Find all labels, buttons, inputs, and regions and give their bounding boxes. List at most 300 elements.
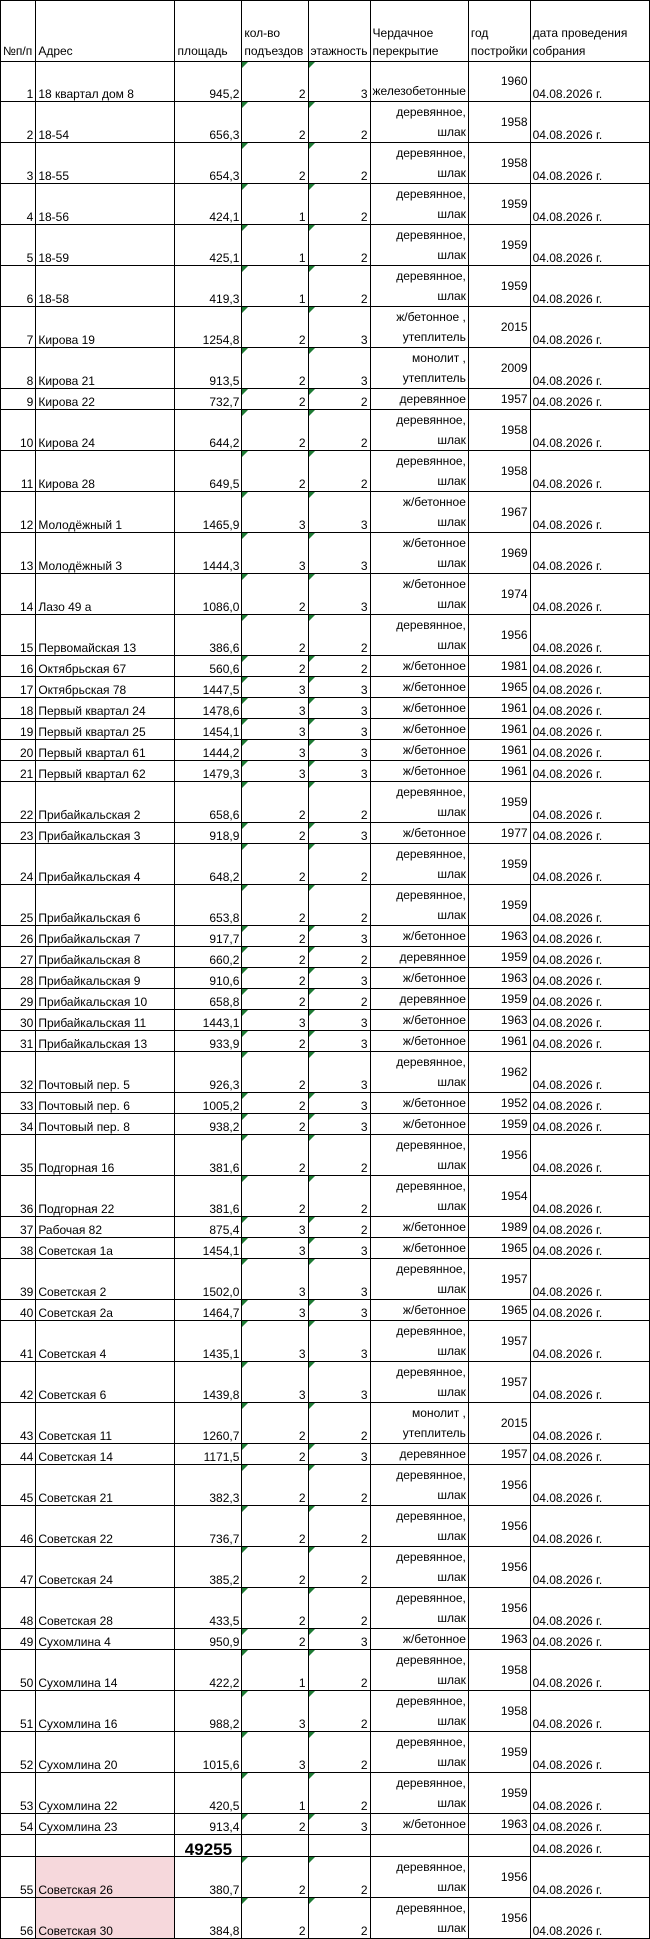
cell-date[interactable]: 04.08.2026 г.	[530, 1547, 649, 1588]
cell-entrances[interactable]	[242, 1217, 308, 1238]
cell-num[interactable]: 4	[1, 184, 36, 225]
cell-empty[interactable]	[370, 1835, 468, 1857]
cell-entrances[interactable]	[242, 615, 308, 656]
cell-date[interactable]: 04.08.2026 г.	[530, 307, 649, 348]
cell-address[interactable]: Первый квартал 61	[36, 740, 175, 761]
cell-area[interactable]: 1015,6	[175, 1732, 242, 1773]
cell-attic[interactable]: ж/бетонное , утеплитель	[370, 307, 468, 348]
cell-attic[interactable]: деревянное, шлак	[370, 1588, 468, 1629]
cell-floors[interactable]	[308, 1052, 370, 1093]
cell-entrances[interactable]	[242, 1300, 308, 1321]
cell-entrances[interactable]	[242, 184, 308, 225]
total-date[interactable]: 04.08.2026 г.	[530, 1835, 649, 1857]
cell-attic[interactable]: ж/бетонное	[370, 656, 468, 677]
cell-year[interactable]: 1958	[468, 102, 530, 143]
cell-date[interactable]: 04.08.2026 г.	[530, 656, 649, 677]
cell-num[interactable]: 29	[1, 989, 36, 1010]
cell-date[interactable]: 04.08.2026 г.	[530, 615, 649, 656]
cell-entrances[interactable]	[242, 1898, 308, 1939]
cell-entrances[interactable]	[242, 1052, 308, 1093]
cell-floors[interactable]	[308, 307, 370, 348]
cell-num[interactable]: 21	[1, 761, 36, 782]
cell-address[interactable]: Почтовый пер. 5	[36, 1052, 175, 1093]
cell-floors[interactable]	[308, 656, 370, 677]
cell-year[interactable]: 1989	[468, 1217, 530, 1238]
cell-address[interactable]: Советская 22	[36, 1506, 175, 1547]
cell-area[interactable]: 933,9	[175, 1031, 242, 1052]
cell-floors[interactable]	[308, 947, 370, 968]
cell-area[interactable]: 1454,1	[175, 719, 242, 740]
cell-entrances[interactable]	[242, 989, 308, 1010]
cell-area[interactable]: 433,5	[175, 1588, 242, 1629]
cell-address[interactable]: Октябрьская 67	[36, 656, 175, 677]
cell-address[interactable]: Сухомлина 20	[36, 1732, 175, 1773]
cell-floors[interactable]	[308, 989, 370, 1010]
cell-floors[interactable]	[308, 348, 370, 389]
cell-address[interactable]: Почтовый пер. 8	[36, 1114, 175, 1135]
cell-address[interactable]: Советская 14	[36, 1444, 175, 1465]
cell-address[interactable]: Молодёжный 3	[36, 533, 175, 574]
cell-area[interactable]: 1479,3	[175, 761, 242, 782]
cell-num[interactable]: 48	[1, 1588, 36, 1629]
cell-date[interactable]: 04.08.2026 г.	[530, 677, 649, 698]
cell-date[interactable]: 04.08.2026 г.	[530, 1176, 649, 1217]
cell-attic[interactable]: деревянное, шлак	[370, 885, 468, 926]
cell-date[interactable]: 04.08.2026 г.	[530, 1629, 649, 1650]
cell-area[interactable]: 658,8	[175, 989, 242, 1010]
cell-year[interactable]: 1965	[468, 677, 530, 698]
cell-area[interactable]: 644,2	[175, 410, 242, 451]
cell-year[interactable]: 1961	[468, 698, 530, 719]
cell-date[interactable]: 04.08.2026 г.	[530, 844, 649, 885]
cell-entrances[interactable]	[242, 1135, 308, 1176]
cell-address[interactable]: 18-54	[36, 102, 175, 143]
cell-year[interactable]: 1954	[468, 1176, 530, 1217]
cell-area[interactable]: 381,6	[175, 1135, 242, 1176]
cell-num[interactable]: 37	[1, 1217, 36, 1238]
cell-year[interactable]: 1974	[468, 574, 530, 615]
cell-num[interactable]: 30	[1, 1010, 36, 1031]
cell-area[interactable]: 653,8	[175, 885, 242, 926]
cell-address[interactable]: Советская 26	[36, 1857, 175, 1898]
cell-num[interactable]: 25	[1, 885, 36, 926]
cell-year[interactable]: 1967	[468, 492, 530, 533]
cell-address[interactable]: Советская 30	[36, 1898, 175, 1939]
cell-floors[interactable]	[308, 1547, 370, 1588]
cell-attic[interactable]: ж/бетонное	[370, 1217, 468, 1238]
cell-date[interactable]: 04.08.2026 г.	[530, 225, 649, 266]
cell-entrances[interactable]	[242, 1010, 308, 1031]
cell-attic[interactable]: ж/бетонное шлак	[370, 574, 468, 615]
cell-date[interactable]: 04.08.2026 г.	[530, 1403, 649, 1444]
cell-floors[interactable]	[308, 719, 370, 740]
cell-floors[interactable]	[308, 1010, 370, 1031]
cell-attic[interactable]: деревянное, шлак	[370, 1547, 468, 1588]
cell-date[interactable]: 04.08.2026 г.	[530, 102, 649, 143]
cell-area[interactable]: 1447,5	[175, 677, 242, 698]
cell-date[interactable]: 04.08.2026 г.	[530, 451, 649, 492]
cell-floors[interactable]	[308, 1135, 370, 1176]
cell-attic[interactable]: ж/бетонное	[370, 823, 468, 844]
cell-empty[interactable]	[242, 1835, 308, 1857]
cell-date[interactable]: 04.08.2026 г.	[530, 1362, 649, 1403]
cell-year[interactable]: 1981	[468, 656, 530, 677]
cell-address[interactable]: Советская 4	[36, 1321, 175, 1362]
cell-area[interactable]: 1502,0	[175, 1259, 242, 1300]
cell-floors[interactable]	[308, 1031, 370, 1052]
cell-num[interactable]: 17	[1, 677, 36, 698]
cell-address[interactable]: Прибайкальская 10	[36, 989, 175, 1010]
cell-attic[interactable]: ж/бетонное шлак	[370, 492, 468, 533]
cell-year[interactable]: 1961	[468, 740, 530, 761]
cell-area[interactable]: 419,3	[175, 266, 242, 307]
cell-address[interactable]: Подгорная 22	[36, 1176, 175, 1217]
cell-attic[interactable]: деревянное, шлак	[370, 451, 468, 492]
cell-num[interactable]: 50	[1, 1650, 36, 1691]
cell-year[interactable]: 1956	[468, 1588, 530, 1629]
cell-year[interactable]: 1959	[468, 225, 530, 266]
cell-year[interactable]: 1961	[468, 761, 530, 782]
cell-area[interactable]: 1444,2	[175, 740, 242, 761]
cell-area[interactable]: 1254,8	[175, 307, 242, 348]
cell-floors[interactable]	[308, 844, 370, 885]
cell-address[interactable]: Советская 6	[36, 1362, 175, 1403]
cell-date[interactable]: 04.08.2026 г.	[530, 1691, 649, 1732]
cell-entrances[interactable]	[242, 1403, 308, 1444]
cell-attic[interactable]: ж/бетонное	[370, 1814, 468, 1835]
cell-date[interactable]: 04.08.2026 г.	[530, 719, 649, 740]
cell-attic[interactable]: железобетонные	[370, 62, 468, 102]
cell-attic[interactable]: ж/бетонное	[370, 1114, 468, 1135]
cell-num[interactable]: 51	[1, 1691, 36, 1732]
cell-area[interactable]: 656,3	[175, 102, 242, 143]
cell-year[interactable]: 1956	[468, 1857, 530, 1898]
cell-floors[interactable]	[308, 782, 370, 823]
cell-area[interactable]: 875,4	[175, 1217, 242, 1238]
cell-date[interactable]: 04.08.2026 г.	[530, 1588, 649, 1629]
cell-num[interactable]: 9	[1, 389, 36, 410]
cell-floors[interactable]	[308, 266, 370, 307]
cell-date[interactable]: 04.08.2026 г.	[530, 348, 649, 389]
cell-area[interactable]: 560,6	[175, 656, 242, 677]
cell-attic[interactable]: деревянное	[370, 947, 468, 968]
cell-floors[interactable]	[308, 740, 370, 761]
cell-entrances[interactable]	[242, 1238, 308, 1259]
cell-attic[interactable]: деревянное, шлак	[370, 1773, 468, 1814]
cell-entrances[interactable]	[242, 143, 308, 184]
cell-year[interactable]: 1963	[468, 926, 530, 947]
cell-year[interactable]: 1959	[468, 947, 530, 968]
cell-area[interactable]: 382,3	[175, 1465, 242, 1506]
cell-num[interactable]: 6	[1, 266, 36, 307]
cell-entrances[interactable]	[242, 307, 308, 348]
cell-num[interactable]: 27	[1, 947, 36, 968]
cell-area[interactable]: 926,3	[175, 1052, 242, 1093]
cell-year[interactable]: 1959	[468, 266, 530, 307]
cell-date[interactable]: 04.08.2026 г.	[530, 410, 649, 451]
cell-date[interactable]: 04.08.2026 г.	[530, 492, 649, 533]
header-address[interactable]: Адрес	[36, 1, 175, 62]
cell-entrances[interactable]	[242, 1732, 308, 1773]
cell-area[interactable]: 381,6	[175, 1176, 242, 1217]
cell-attic[interactable]: деревянное, шлак	[370, 410, 468, 451]
cell-address[interactable]: Сухомлина 16	[36, 1691, 175, 1732]
header-floors[interactable]: этажность	[308, 1, 370, 62]
cell-floors[interactable]	[308, 1691, 370, 1732]
cell-area[interactable]: 384,8	[175, 1898, 242, 1939]
header-area[interactable]: площадь	[175, 1, 242, 62]
cell-num[interactable]: 22	[1, 782, 36, 823]
cell-entrances[interactable]	[242, 1465, 308, 1506]
cell-year[interactable]: 1958	[468, 143, 530, 184]
cell-area[interactable]: 918,9	[175, 823, 242, 844]
cell-date[interactable]: 04.08.2026 г.	[530, 1650, 649, 1691]
cell-date[interactable]: 04.08.2026 г.	[530, 1444, 649, 1465]
cell-attic[interactable]: деревянное, шлак	[370, 266, 468, 307]
cell-attic[interactable]: деревянное, шлак	[370, 1898, 468, 1939]
cell-address[interactable]: Прибайкальская 7	[36, 926, 175, 947]
cell-year[interactable]: 1956	[468, 615, 530, 656]
cell-attic[interactable]: деревянное, шлак	[370, 1857, 468, 1898]
cell-area[interactable]: 913,4	[175, 1814, 242, 1835]
cell-floors[interactable]	[308, 451, 370, 492]
cell-area[interactable]: 1464,7	[175, 1300, 242, 1321]
cell-address[interactable]: Прибайкальская 6	[36, 885, 175, 926]
cell-address[interactable]: Советская 1а	[36, 1238, 175, 1259]
cell-year[interactable]: 1961	[468, 719, 530, 740]
cell-date[interactable]: 04.08.2026 г.	[530, 1506, 649, 1547]
cell-area[interactable]: 1465,9	[175, 492, 242, 533]
cell-date[interactable]: 04.08.2026 г.	[530, 947, 649, 968]
cell-year[interactable]: 1963	[468, 1629, 530, 1650]
cell-date[interactable]: 04.08.2026 г.	[530, 1114, 649, 1135]
cell-date[interactable]: 04.08.2026 г.	[530, 1052, 649, 1093]
cell-year[interactable]: 1958	[468, 451, 530, 492]
cell-entrances[interactable]	[242, 740, 308, 761]
cell-floors[interactable]	[308, 389, 370, 410]
cell-address[interactable]: Кирова 19	[36, 307, 175, 348]
cell-address[interactable]: Советская 2а	[36, 1300, 175, 1321]
cell-num[interactable]: 43	[1, 1403, 36, 1444]
cell-area[interactable]: 648,2	[175, 844, 242, 885]
cell-address[interactable]: 18 квартал дом 8	[36, 62, 175, 102]
cell-area[interactable]: 422,2	[175, 1650, 242, 1691]
cell-address[interactable]: Советская 28	[36, 1588, 175, 1629]
cell-year[interactable]: 2009	[468, 348, 530, 389]
cell-entrances[interactable]	[242, 823, 308, 844]
cell-attic[interactable]: деревянное, шлак	[370, 1362, 468, 1403]
cell-address[interactable]: Прибайкальская 13	[36, 1031, 175, 1052]
cell-date[interactable]: 04.08.2026 г.	[530, 1898, 649, 1939]
cell-floors[interactable]	[308, 102, 370, 143]
cell-area[interactable]: 910,6	[175, 968, 242, 989]
cell-empty[interactable]	[308, 1835, 370, 1857]
cell-year[interactable]: 1956	[468, 1506, 530, 1547]
cell-num[interactable]: 40	[1, 1300, 36, 1321]
cell-year[interactable]: 1952	[468, 1093, 530, 1114]
cell-date[interactable]: 04.08.2026 г.	[530, 143, 649, 184]
cell-empty[interactable]	[1, 1835, 36, 1857]
cell-attic[interactable]: деревянное, шлак	[370, 615, 468, 656]
cell-date[interactable]: 04.08.2026 г.	[530, 533, 649, 574]
cell-entrances[interactable]	[242, 1444, 308, 1465]
cell-address[interactable]: Первый квартал 25	[36, 719, 175, 740]
cell-attic[interactable]: ж/бетонное	[370, 698, 468, 719]
cell-entrances[interactable]	[242, 1259, 308, 1300]
cell-area[interactable]: 1005,2	[175, 1093, 242, 1114]
cell-floors[interactable]	[308, 1321, 370, 1362]
cell-num[interactable]: 7	[1, 307, 36, 348]
cell-num[interactable]: 20	[1, 740, 36, 761]
cell-year[interactable]: 1958	[468, 410, 530, 451]
cell-floors[interactable]	[308, 885, 370, 926]
cell-date[interactable]: 04.08.2026 г.	[530, 1857, 649, 1898]
header-date[interactable]: дата проведения собрания	[530, 1, 649, 62]
cell-num[interactable]: 53	[1, 1773, 36, 1814]
cell-entrances[interactable]	[242, 1650, 308, 1691]
cell-num[interactable]: 39	[1, 1259, 36, 1300]
cell-attic[interactable]: деревянное, шлак	[370, 1052, 468, 1093]
cell-num[interactable]: 18	[1, 698, 36, 719]
cell-area[interactable]: 945,2	[175, 62, 242, 102]
cell-attic[interactable]: деревянное, шлак	[370, 782, 468, 823]
cell-year[interactable]: 1959	[468, 1732, 530, 1773]
cell-area[interactable]: 385,2	[175, 1547, 242, 1588]
cell-entrances[interactable]	[242, 225, 308, 266]
cell-num[interactable]: 42	[1, 1362, 36, 1403]
cell-date[interactable]: 04.08.2026 г.	[530, 574, 649, 615]
cell-date[interactable]: 04.08.2026 г.	[530, 1732, 649, 1773]
cell-num[interactable]: 31	[1, 1031, 36, 1052]
cell-year[interactable]: 1957	[468, 1444, 530, 1465]
cell-attic[interactable]: деревянное	[370, 389, 468, 410]
cell-area[interactable]: 913,5	[175, 348, 242, 389]
cell-num[interactable]: 14	[1, 574, 36, 615]
cell-attic[interactable]: деревянное, шлак	[370, 143, 468, 184]
cell-entrances[interactable]	[242, 677, 308, 698]
cell-area[interactable]: 386,6	[175, 615, 242, 656]
cell-empty[interactable]	[468, 1835, 530, 1857]
cell-area[interactable]: 732,7	[175, 389, 242, 410]
cell-floors[interactable]	[308, 823, 370, 844]
cell-entrances[interactable]	[242, 926, 308, 947]
cell-floors[interactable]	[308, 1362, 370, 1403]
cell-entrances[interactable]	[242, 102, 308, 143]
cell-address[interactable]: Прибайкальская 8	[36, 947, 175, 968]
cell-num[interactable]: 38	[1, 1238, 36, 1259]
cell-date[interactable]: 04.08.2026 г.	[530, 62, 649, 102]
cell-num[interactable]: 5	[1, 225, 36, 266]
cell-year[interactable]: 1956	[468, 1547, 530, 1588]
header-year[interactable]: год постройки	[468, 1, 530, 62]
cell-floors[interactable]	[308, 1773, 370, 1814]
cell-floors[interactable]	[308, 1465, 370, 1506]
cell-num[interactable]: 35	[1, 1135, 36, 1176]
cell-attic[interactable]: деревянное, шлак	[370, 1650, 468, 1691]
cell-date[interactable]: 04.08.2026 г.	[530, 1238, 649, 1259]
cell-entrances[interactable]	[242, 1773, 308, 1814]
cell-attic[interactable]: деревянное	[370, 989, 468, 1010]
cell-attic[interactable]: деревянное, шлак	[370, 184, 468, 225]
cell-num[interactable]: 44	[1, 1444, 36, 1465]
cell-entrances[interactable]	[242, 492, 308, 533]
cell-year[interactable]: 1959	[468, 1114, 530, 1135]
cell-attic[interactable]: ж/бетонное	[370, 968, 468, 989]
cell-address[interactable]: Первомайская 13	[36, 615, 175, 656]
cell-floors[interactable]	[308, 1588, 370, 1629]
cell-attic[interactable]: ж/бетонное	[370, 1031, 468, 1052]
cell-address[interactable]: Советская 24	[36, 1547, 175, 1588]
cell-entrances[interactable]	[242, 719, 308, 740]
cell-year[interactable]: 1969	[468, 533, 530, 574]
cell-year[interactable]: 1965	[468, 1238, 530, 1259]
cell-area[interactable]: 1171,5	[175, 1444, 242, 1465]
cell-num[interactable]: 16	[1, 656, 36, 677]
cell-area[interactable]: 424,1	[175, 184, 242, 225]
cell-floors[interactable]	[308, 574, 370, 615]
cell-entrances[interactable]	[242, 410, 308, 451]
cell-floors[interactable]	[308, 926, 370, 947]
cell-floors[interactable]	[308, 677, 370, 698]
cell-date[interactable]: 04.08.2026 г.	[530, 1217, 649, 1238]
cell-address[interactable]: 18-59	[36, 225, 175, 266]
cell-area[interactable]: 950,9	[175, 1629, 242, 1650]
cell-entrances[interactable]	[242, 1031, 308, 1052]
cell-floors[interactable]	[308, 1650, 370, 1691]
cell-year[interactable]: 1958	[468, 1650, 530, 1691]
cell-address[interactable]: Сухомлина 23	[36, 1814, 175, 1835]
cell-entrances[interactable]	[242, 62, 308, 102]
cell-area[interactable]: 988,2	[175, 1691, 242, 1732]
cell-entrances[interactable]	[242, 266, 308, 307]
cell-area[interactable]: 917,7	[175, 926, 242, 947]
cell-entrances[interactable]	[242, 1588, 308, 1629]
cell-floors[interactable]	[308, 1444, 370, 1465]
cell-floors[interactable]	[308, 615, 370, 656]
cell-attic[interactable]: деревянное, шлак	[370, 1135, 468, 1176]
cell-address[interactable]: Кирова 22	[36, 389, 175, 410]
cell-area[interactable]: 1439,8	[175, 1362, 242, 1403]
cell-date[interactable]: 04.08.2026 г.	[530, 184, 649, 225]
cell-attic[interactable]: ж/бетонное	[370, 761, 468, 782]
cell-area[interactable]: 1260,7	[175, 1403, 242, 1444]
cell-address[interactable]: Кирова 28	[36, 451, 175, 492]
cell-date[interactable]: 04.08.2026 г.	[530, 926, 649, 947]
cell-address[interactable]: Сухомлина 4	[36, 1629, 175, 1650]
cell-area[interactable]: 380,7	[175, 1857, 242, 1898]
cell-entrances[interactable]	[242, 1321, 308, 1362]
cell-attic[interactable]: деревянное, шлак	[370, 1259, 468, 1300]
cell-year[interactable]: 1957	[468, 1321, 530, 1362]
cell-year[interactable]: 1959	[468, 885, 530, 926]
cell-num[interactable]: 45	[1, 1465, 36, 1506]
cell-address[interactable]: Первый квартал 62	[36, 761, 175, 782]
cell-num[interactable]: 28	[1, 968, 36, 989]
cell-floors[interactable]	[308, 184, 370, 225]
cell-floors[interactable]	[308, 62, 370, 102]
cell-attic[interactable]: ж/бетонное	[370, 677, 468, 698]
cell-attic[interactable]: деревянное, шлак	[370, 844, 468, 885]
cell-entrances[interactable]	[242, 1506, 308, 1547]
cell-floors[interactable]	[308, 533, 370, 574]
cell-num[interactable]: 24	[1, 844, 36, 885]
cell-year[interactable]: 1959	[468, 184, 530, 225]
cell-year[interactable]: 1962	[468, 1052, 530, 1093]
cell-floors[interactable]	[308, 143, 370, 184]
cell-floors[interactable]	[308, 1898, 370, 1939]
cell-year[interactable]: 1959	[468, 1773, 530, 1814]
cell-floors[interactable]	[308, 492, 370, 533]
